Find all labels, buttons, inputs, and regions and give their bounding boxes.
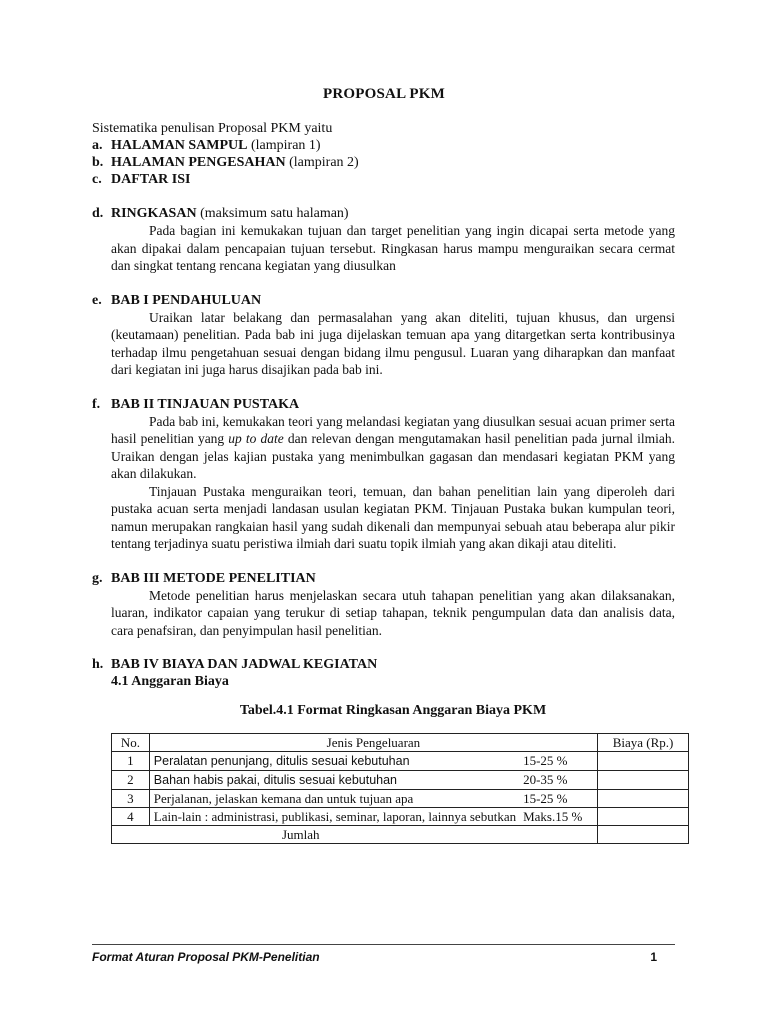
cell-percent: Maks.15 % [523, 809, 583, 824]
table-row [112, 808, 689, 826]
page-number: 1 [650, 950, 657, 964]
list-item-d [92, 205, 675, 222]
metode-paragraph: Metode penelitian harus menjelaskan secara utuh tahapan penelitian yang akan dilaksanakan, luaran, indikator capaian yang terukur di setiap tahapan, teknik pengumpulan data dan analisis data, cara penafsiran, dan penyimpulan hasil penelitian. [111, 587, 675, 638]
cell-jenis [149, 808, 597, 826]
intro-text: Sistematika penulisan Proposal PKM yaitu [92, 121, 333, 136]
list-marker: f. [92, 396, 101, 412]
cell-jenis-text: Lain-lain : administrasi, publikasi, seminar, laporan, lainnya sebutkan [153, 809, 517, 824]
total-label: Jumlah [112, 826, 598, 844]
cell-jenis-text: Perjalanan, jelaskan kemana dan untuk tujuan apa [153, 791, 414, 806]
list-item-a [92, 137, 675, 154]
emphasis-text: up to date [228, 431, 284, 446]
paragraph-text: dan relevan dengan mengutamakan hasil penelitian pada jurnal ilmiah. Uraikan dengan jelas kajian pustaka yang menimbulkan gagasan dan mendasari kegiatan PKM yang akan dilakukan. [111, 431, 675, 481]
list-marker: e. [92, 292, 102, 308]
cell-jenis-text: Peralatan penunjang, ditulis sesuai kebutuhan [153, 754, 410, 768]
footer-text: Format Aturan Proposal PKM-Penelitian [92, 950, 320, 964]
table-row [112, 752, 689, 771]
cell-percent: 15-25 % [523, 753, 568, 768]
cell-no: 1 [112, 752, 150, 771]
cell-jenis-text: Bahan habis pakai, ditulis sesuai kebutuhan [153, 773, 398, 787]
list-note: (lampiran 2) [285, 155, 359, 170]
list-marker: h. [92, 657, 104, 672]
cell-jenis [149, 771, 597, 790]
pendahuluan-paragraph: Uraikan latar belakang dan permasalahan yang akan diteliti, tujuan khusus, dan urgensi (keutamaan) penelitian. Pada bab ini juga dijelaskan temuan apa yang ditargetkan serta kontribusinya terhadap ilmu pengetahuan sesuai dengan bidang ilmu pengusul. Luaran yang diharapkan dan manfaat dari kegiatan ini juga harus disajikan pada bab ini. [111, 309, 675, 377]
list-heading: BAB I PENDAHULUAN [111, 292, 262, 308]
cell-percent: 20-35 % [523, 772, 568, 787]
cell-jenis [149, 752, 597, 771]
list-item-g [92, 570, 675, 587]
cell-biaya [598, 752, 689, 771]
cell-no: 4 [112, 808, 150, 826]
sub-heading: 4.1 Anggaran Biaya [111, 674, 229, 689]
cell-biaya [598, 790, 689, 808]
table-total-row [112, 826, 689, 844]
list-item-f [92, 396, 675, 413]
list-item-b [92, 154, 675, 171]
cell-biaya [598, 808, 689, 826]
list-note: (maksimum satu halaman) [196, 206, 349, 221]
cell-percent: 15-25 % [523, 791, 568, 806]
table-row [112, 790, 689, 808]
list-heading: RINGKASAN [111, 206, 197, 221]
list-marker: b. [92, 155, 104, 170]
list-item-e [92, 292, 675, 309]
list-heading: BAB II TINJAUAN PUSTAKA [111, 396, 300, 412]
page-title: PROPOSAL PKM [323, 86, 445, 102]
header-jenis: Jenis Pengeluaran [149, 734, 597, 752]
tinjauan-paragraph-2: Tinjauan Pustaka menguraikan teori, temuan, dan bahan penelitian lain yang diperoleh dari pustaka acuan serta menjadi landasan usulan kegiatan PKM. Tinjauan Pustaka bukan kumpulan teori, namun merupakan rangkaian hasil yang sudah dikenali dan mempunyai sebuah atau beberapa alur pikir tentang terjadinya suatu peristiwa ilmiah dari suatu topik ilmiah yang akan dikaji atau diteliti. [111, 483, 675, 551]
list-marker: d. [92, 206, 104, 221]
list-item-h [92, 656, 675, 673]
header-biaya: Biaya (Rp.) [598, 734, 689, 752]
list-marker: a. [92, 138, 103, 153]
cell-no: 3 [112, 790, 150, 808]
list-heading: DAFTAR ISI [111, 172, 191, 187]
header-no: No. [112, 734, 150, 752]
list-note: (lampiran 1) [247, 138, 321, 153]
list-heading: HALAMAN SAMPUL [111, 138, 248, 153]
table-caption: Tabel.4.1 Format Ringkasan Anggaran Biaya PKM [239, 703, 547, 718]
total-value [598, 826, 689, 844]
cell-biaya [598, 771, 689, 790]
table-row [112, 771, 689, 790]
page-footer [92, 950, 675, 964]
paragraph-text: Pada bab ini, kemukakan teori yang melandasi kegiatan yang diusulkan sesuai acuan primer serta hasil penelitian yang [111, 413, 675, 446]
cell-no: 2 [112, 771, 150, 790]
cell-jenis [149, 790, 597, 808]
document-body [92, 120, 675, 844]
table-header-row [112, 734, 689, 752]
list-heading: BAB IV BIAYA DAN JADWAL KEGIATAN [111, 657, 378, 672]
budget-table [111, 733, 689, 844]
list-heading: HALAMAN PENGESAHAN [111, 155, 286, 170]
list-item-c [92, 171, 675, 188]
footer-divider [92, 944, 675, 945]
tinjauan-paragraph-1 [111, 413, 675, 483]
list-marker: c. [92, 172, 102, 187]
ringkasan-paragraph: Pada bagian ini kemukakan tujuan dan target penelitian yang ingin dicapai serta metode yang akan dipakai dalam pencapaian tujuan tersebut. Ringkasan harus mampu menguraikan secara cermat dan singkat tentang rencana kegiatan yang diusulkan [111, 223, 675, 273]
list-marker: g. [92, 570, 103, 586]
list-heading: BAB III METODE PENELITIAN [111, 570, 316, 586]
